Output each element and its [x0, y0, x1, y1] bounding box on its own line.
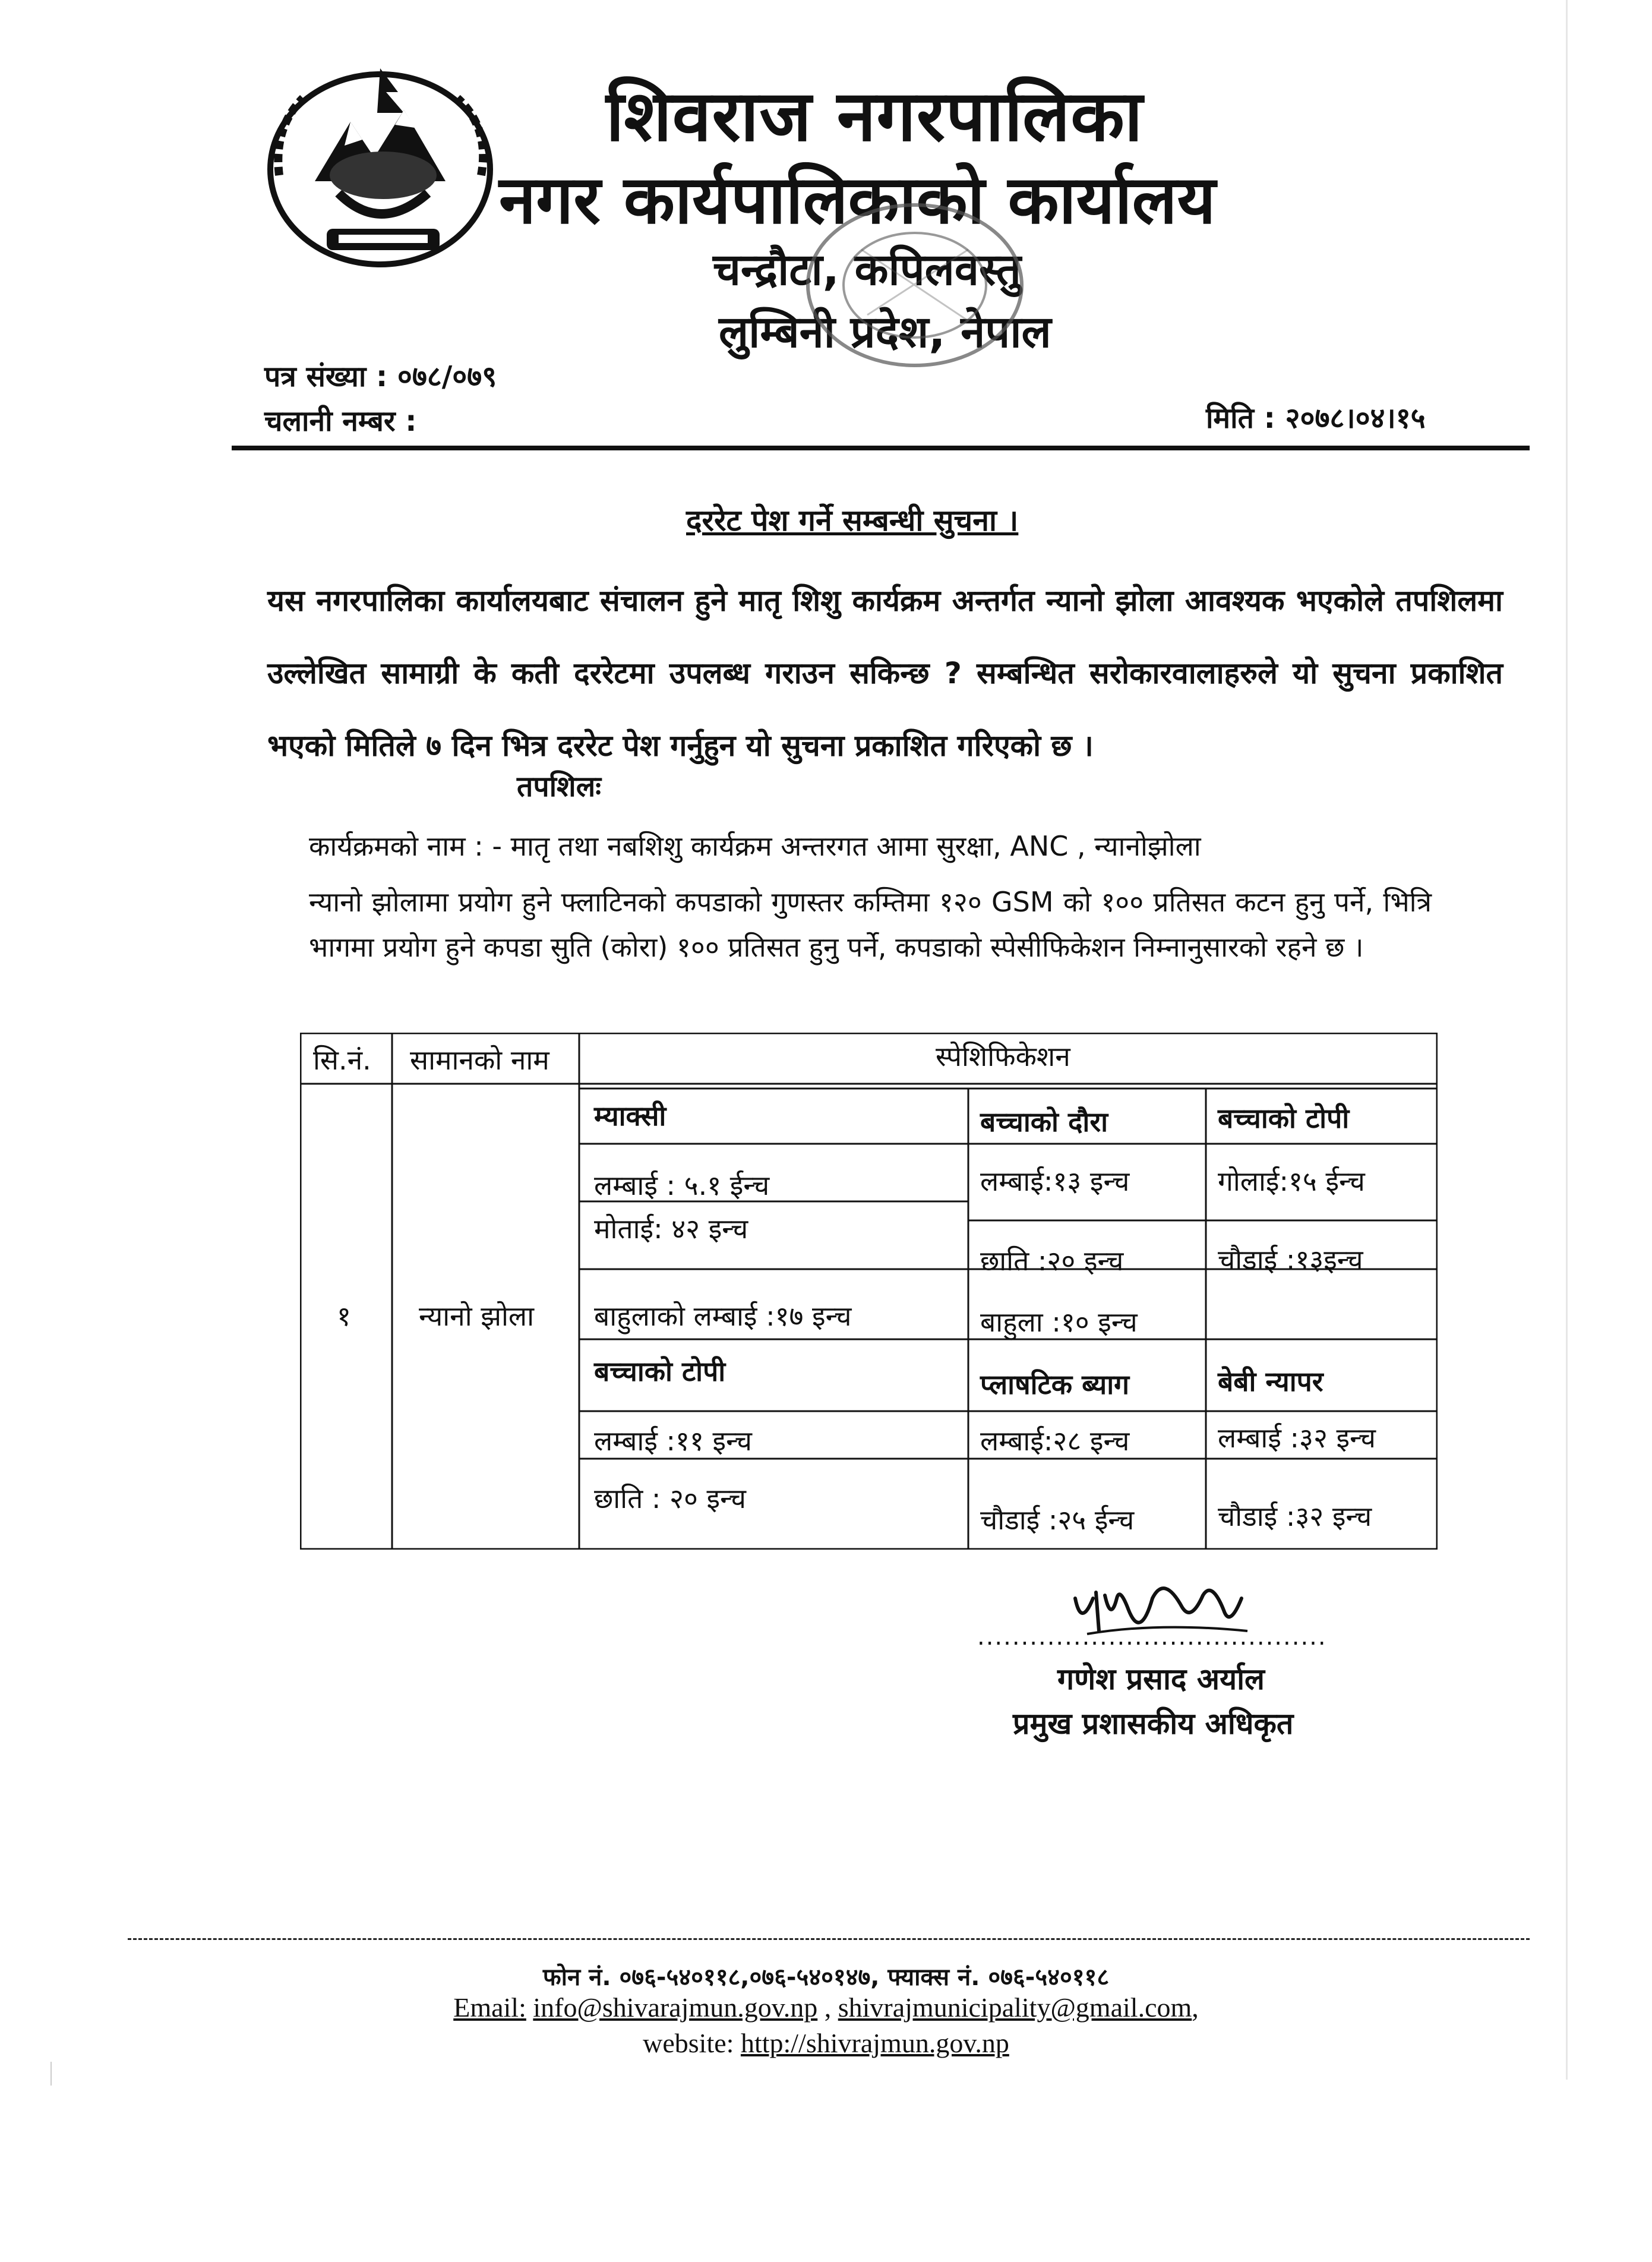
schedule-label: तपशिलः — [517, 770, 601, 803]
email-link-gmail[interactable]: shivrajmunicipality@gmail.com — [838, 1992, 1192, 2023]
group1-col3-header: बच्चाको टोपी — [1218, 1102, 1350, 1134]
letter-date: मिति : २०७८।०४।१५ — [1206, 402, 1426, 435]
email-separator: , — [824, 1992, 832, 2023]
group1-r2-c3: चौडाई :१३इन्च — [1218, 1244, 1363, 1276]
signatory-name: गणेश प्रसाद अर्याल — [1057, 1662, 1265, 1696]
letter-number: पत्र संख्या : ०७८/०७९ — [264, 360, 497, 393]
group1-r3-c2: बाहुला :१० इन्च — [980, 1306, 1138, 1338]
page-edge — [1566, 0, 1568, 2080]
footer-divider — [128, 1938, 1530, 1940]
group1-col2-header: बच्चाको दौरा — [980, 1106, 1108, 1138]
group2-r1-c3: लम्बाई :३२ इन्च — [1218, 1422, 1376, 1454]
group2-r2-c1: छाति : २० इन्च — [594, 1482, 746, 1515]
government-emblem-icon — [261, 56, 511, 276]
group2-r1-c1: लम्बाई :११ इन्च — [594, 1425, 752, 1457]
group1-r1-c3: गोलाई:१५ ईन्च — [1218, 1165, 1365, 1197]
group1-r2-c1: मोताई: ४२ इन्च — [594, 1213, 748, 1245]
header-item-name: सामानको नाम — [410, 1044, 549, 1076]
office-title: नगर कार्यपालिकाको कार्यालय — [499, 162, 1216, 239]
footer-phone: फोन नं. ०७६-५४०११८,०७६-५४०१४७, फ्याक्स नं. ०७६-५४०११८ — [542, 1964, 1110, 1991]
notice-title: दररेट पेश गर्ने सम्बन्धी सुचना । — [686, 503, 1019, 538]
dispatch-number: चलानी नम्बर : — [264, 405, 417, 438]
group2-col2-header: प्लाषटिक ब्याग — [980, 1368, 1130, 1400]
address-line-2: लुम्बिनी प्रदेश, नेपाल — [719, 307, 1051, 358]
header-divider — [232, 446, 1530, 450]
group2-col1-header: बच्चाको टोपी — [594, 1355, 726, 1387]
signature-line: ........................................ — [977, 1623, 1327, 1651]
email-label: Email: — [453, 1992, 526, 2023]
group2-col3-header: बेबी न्यापर — [1218, 1365, 1324, 1397]
footer-email-line — [0, 1992, 1652, 2023]
group2-r2-c3: चौडाई :३२ इन्च — [1218, 1500, 1372, 1532]
group1-col1-header: म्याक्सी — [594, 1100, 667, 1132]
group1-r2-c2: छाति :२० इन्च — [980, 1245, 1124, 1277]
row-sn: १ — [337, 1300, 351, 1332]
group2-r2-c2: चौडाई :२५ ईन्च — [980, 1504, 1135, 1536]
row-item-name: न्यानो झोला — [419, 1300, 535, 1332]
specification-table — [300, 1033, 1438, 1550]
page-edge-mark — [50, 2062, 52, 2086]
group2-r1-c2: लम्बाई:२८ इन्च — [980, 1425, 1130, 1457]
email-link-info[interactable]: info@shivarajmun.gov.np — [533, 1992, 818, 2023]
footer-website-line — [0, 2027, 1652, 2059]
group1-r1-c2: लम्बाई:१३ इन्च — [980, 1165, 1130, 1197]
group1-r1-c1: लम्बाई : ५.१ ईन्च — [594, 1169, 770, 1201]
address-line-1: चन्द्रौटा, कपिलवस्तु — [713, 244, 1021, 295]
program-name: कार्यक्रमको नाम : - मातृ तथा नबशिशु कार्यक्रम अन्तरगत आमा सुरक्षा, ANC , न्यानोझोला — [309, 830, 1201, 862]
notice-body: यस नगरपालिका कार्यालयबाट संचालन हुने मातृ शिशु कार्यक्रम अन्तर्गत न्यानो झोला आवश्यक भएकोले तपशिलमा उल्लेखित सामाग्री के कती दररेटमा उपलब्ध गराउन सकिन्छ ? सम्बन्धित सरोकारवालाहरुले यो सुचना प्रकाशित भएको मितिले ७ दिन भित्र दररेट पेश गर्नुहुन यो सुचना प्रकाशित गरिएको छ । — [267, 583, 1503, 763]
office-stamp-icon — [790, 196, 1040, 374]
signatory-title: प्रमुख प्रशासकीय अधिकृत — [1013, 1706, 1294, 1741]
header-sn: सि.नं. — [313, 1044, 371, 1076]
municipality-title: शिवराज नगरपालिका — [606, 75, 1144, 157]
website-label: website: — [643, 2028, 734, 2058]
group1-r3-c1: बाहुलाको लम्बाई :१७ इन्च — [594, 1300, 852, 1332]
material-description: न्यानो झोलामा प्रयोग हुने फ्लाटिनको कपडाको गुणस्तर कम्तिमा १२० GSM को १०० प्रतिसत कटन हुनु पर्ने, भित्रि भागमा प्रयोग हुने कपडा सुति (कोरा) १०० प्रतिसत हुनु पर्ने, कपडाको स्पेसीफिकेशन निम्नानुसारको रहने छ । — [309, 886, 1432, 963]
website-link[interactable]: http://shivrajmun.gov.np — [740, 2028, 1009, 2058]
header-specification: स्पेशिफिकेशन — [936, 1040, 1070, 1072]
email-suffix: , — [1192, 1992, 1199, 2023]
